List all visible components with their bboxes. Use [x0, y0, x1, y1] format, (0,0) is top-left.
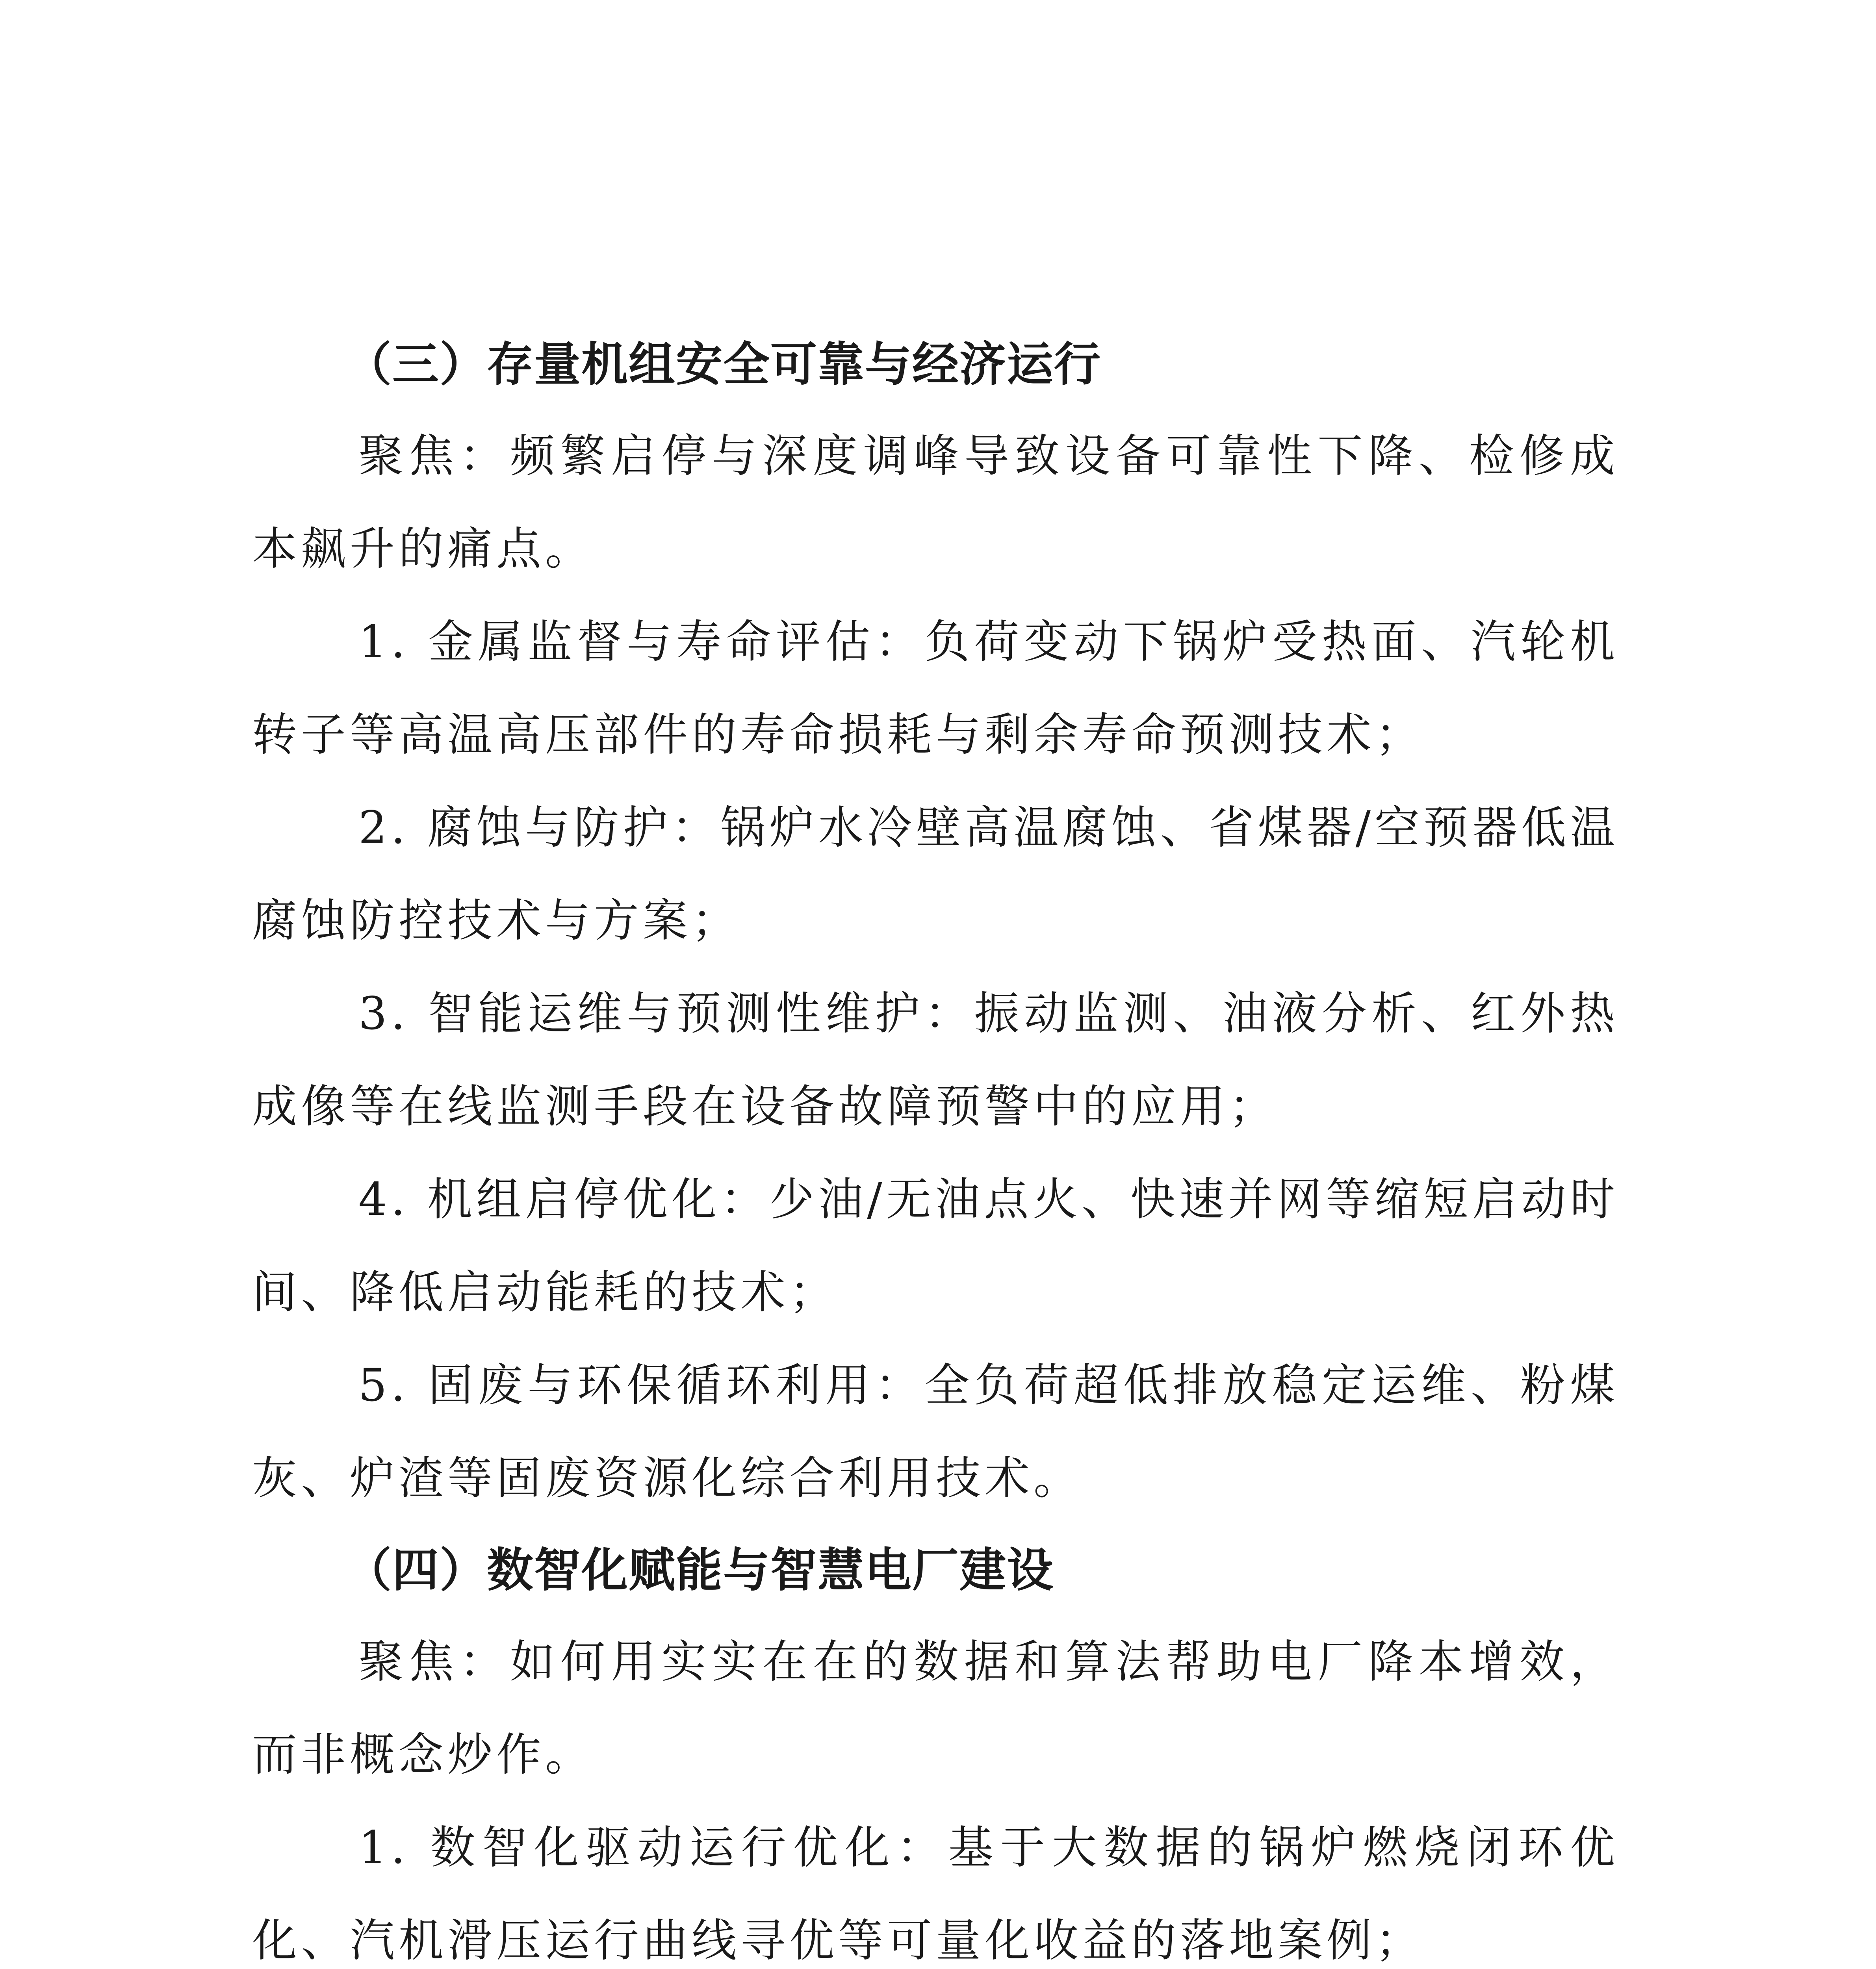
section-four-heading: （四）数智化赋能与智慧电厂建设	[345, 1543, 1054, 1597]
section-four-focus: 聚焦：如何用实实在在的数据和算法帮助电厂降本增效，而非概念炒作。	[252, 1635, 1619, 1781]
section-four-item-1: 1. 数智化驱动运行优化：基于大数据的锅炉燃烧闭环优化、汽机滑压运行曲线寻优等可量化收益的落地案例；	[252, 1821, 1619, 1967]
section-three-item-5: 5. 固废与环保循环利用：全负荷超低排放稳定运维、粉煤灰、炉渣等固废资源化综合利用技术。	[252, 1359, 1619, 1504]
section-three-item-4: 4. 机组启停优化：少油/无油点火、快速并网等缩短启动时间、降低启动能耗的技术；	[252, 1173, 1619, 1318]
page-content	[252, 319, 1619, 1969]
section-three-focus: 聚焦：频繁启停与深度调峰导致设备可靠性下降、检修成本飙升的痛点。	[252, 430, 1619, 575]
section-three-heading: （三）存量机组安全可靠与经济运行	[345, 337, 1102, 391]
section-four	[252, 1525, 1619, 1969]
section-three-item-2: 2. 腐蚀与防护：锅炉水冷壁高温腐蚀、省煤器/空预器低温腐蚀防控技术与方案；	[252, 801, 1619, 947]
section-three-item-1: 1. 金属监督与寿命评估：负荷变动下锅炉受热面、汽轮机转子等高温高压部件的寿命损耗与剩余寿命预测技术；	[252, 616, 1619, 761]
section-three	[252, 319, 1619, 1525]
section-three-item-3: 3. 智能运维与预测性维护：振动监测、油液分析、红外热成像等在线监测手段在设备故障预警中的应用；	[252, 987, 1619, 1133]
